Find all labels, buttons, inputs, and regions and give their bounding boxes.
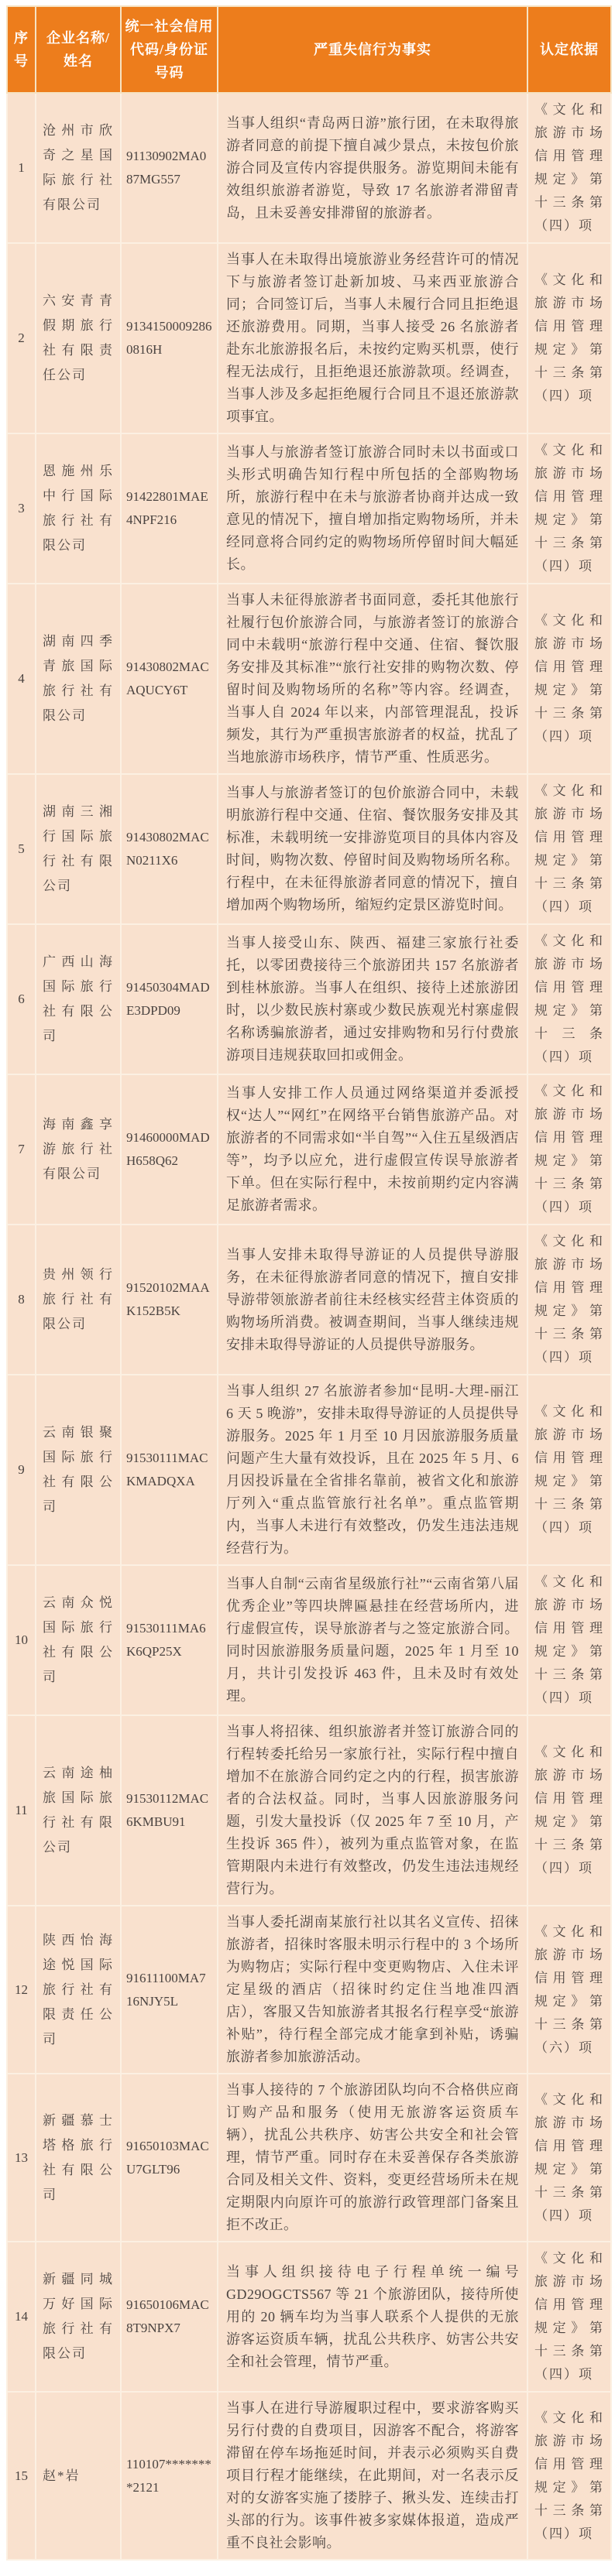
credit-code-cell: 91450304MADE3DPD09 xyxy=(121,924,218,1074)
company-name-cell: 湖南四季青旅国际旅行社有限公司 xyxy=(36,584,121,774)
fact-cell: 当事人与旅游者签订的包价旅游合同中，未载明旅游行程中交通、住宿、餐饮服务安排及其标准，未载明统一安排游览项目的具体内容及时间，购物次数、停留时间及购物场所名称。行程中，在未征得旅游者同意的情况下，擅自增加两个购物场所，缩短约定景区游览时间。 xyxy=(218,774,527,924)
credit-code-cell: 91341500092860816H xyxy=(121,243,218,433)
company-name-cell: 贵州领行旅行社有限公司 xyxy=(36,1225,121,1375)
serial-cell: 4 xyxy=(7,584,36,774)
serial-cell: 3 xyxy=(7,433,36,584)
serial-cell: 12 xyxy=(7,1906,36,2074)
serial-cell: 15 xyxy=(7,2392,36,2560)
fact-cell: 当事人与旅游者签订旅游合同时未以书面或口头形式明确告知行程中所包括的全部购物场所，旅游行程中在未与旅游者协商并达成一致意见的情况下，擅自增加指定购物场所，并未经同意将合同约定的购物场所停留时间大幅延长。 xyxy=(218,433,527,584)
table-header xyxy=(7,6,611,93)
company-name-cell: 恩施州乐中行国际旅行社有限公司 xyxy=(36,433,121,584)
company-name-cell: 云南银聚国际旅行社有限公司 xyxy=(36,1375,121,1565)
basis-cell: 《文化和旅游市场信用管理规定》第十三条第（四）项 xyxy=(527,1375,611,1565)
table-row xyxy=(7,1565,611,1715)
table-row xyxy=(7,2074,611,2242)
company-name-cell: 湖南三湘行国际旅行社有限公司 xyxy=(36,774,121,924)
credit-code-cell: 91130902MA087MG557 xyxy=(121,93,218,243)
header-col-serial: 序号 xyxy=(7,6,36,93)
serial-cell: 8 xyxy=(7,1225,36,1375)
credit-code-cell: 91460000MADH658Q62 xyxy=(121,1074,218,1225)
basis-cell: 《文化和旅游市场信用管理规定》第十三条第（四）项 xyxy=(527,2392,611,2560)
header-col-credit-code: 统一社会信用代码/身份证号码 xyxy=(121,6,218,93)
basis-cell: 《文化和旅游市场信用管理规定》第十三条第（四）项 xyxy=(527,774,611,924)
fact-cell: 当事人组织接待电子行程单统一编号 GD29OGCTS567 等 21 个旅游团队，接待所使用的 20 辆车均为当事人联系个人提供的无旅游客运资质车辆，扰乱公共秩序、妨害公共安全和社会管理，情节严重。 xyxy=(218,2242,527,2392)
header-col-basis: 认定依据 xyxy=(527,6,611,93)
company-name-cell: 云南途柚旅国际旅行社有限公司 xyxy=(36,1715,121,1906)
credit-code-cell: 91530111MACKMADQXA xyxy=(121,1375,218,1565)
table-row xyxy=(7,2242,611,2392)
company-name-cell: 广西山海国际旅行社有限公司 xyxy=(36,924,121,1074)
serial-cell: 7 xyxy=(7,1074,36,1225)
credit-code-cell: 110107********2121 xyxy=(121,2392,218,2560)
basis-cell: 《文化和旅游市场信用管理规定》第十三条第（四）项 xyxy=(527,1225,611,1375)
credit-code-cell: 91422801MAE4NPF216 xyxy=(121,433,218,584)
basis-cell: 《文化和旅游市场信用管理规定》第十三条第（六）项 xyxy=(527,1906,611,2074)
fact-cell: 当事人未征得旅游者书面同意，委托其他旅行社履行包价旅游合同，与旅游者签订的旅游合同中未载明“旅游行程中交通、住宿、餐饮服务安排及其标准”“旅行社安排的购物次数、停留时间及购物场所的名称”等内容。经调查，当事人自 2024 年以来，内部管理混乱，投诉频发，其行为严重损害旅游者的权益，扰乱了当地旅游市场秩序，情节严重、性质恶劣。 xyxy=(218,584,527,774)
credit-code-cell: 91650103MACU7GLT96 xyxy=(121,2074,218,2242)
basis-cell: 《文化和旅游市场信用管理规定》第十三条第（四）项 xyxy=(527,1074,611,1225)
table-row xyxy=(7,93,611,243)
basis-cell: 《文化和旅游市场信用管理规定》第十三条第（四）项 xyxy=(527,433,611,584)
credit-code-cell: 91430802MACN0211X6 xyxy=(121,774,218,924)
serial-cell: 10 xyxy=(7,1565,36,1715)
fact-cell: 当事人安排工作人员通过网络渠道并委派授权“达人”“网红”在网络平台销售旅游产品。对旅游者的不同需求如“半自驾”“入住五星级酒店等”，均予以应允，进行虚假宣传误导旅游者下单。但在实际行程中，未按前期约定内容满足旅游者需求。 xyxy=(218,1074,527,1225)
basis-cell: 《文化和旅游市场信用管理规定》第十三条第（四）项 xyxy=(527,1565,611,1715)
table-row xyxy=(7,774,611,924)
fact-cell: 当事人在进行导游履职过程中，要求游客购买另行付费的自费项目，因游客不配合，将游客滞留在停车场拖延时间，并表示必须购买自费项目行程才能继续，在此期间，对一名表示反对的女游客实施了搂脖子、揪头发、连续击打头部的行为。该事件被多家媒体报道，造成严重不良社会影响。 xyxy=(218,2392,527,2560)
table-row xyxy=(7,924,611,1074)
fact-cell: 当事人安排未取得导游证的人员提供导游服务，在未征得旅游者同意的情况下，擅自安排导游带领旅游者前往未经核实经营主体资质的购物场所消费。被调查期间，当事人继续违规安排未取得导游证的人员提供导游服务。 xyxy=(218,1225,527,1375)
credit-code-cell: 91520102MAAK152B5K xyxy=(121,1225,218,1375)
serial-cell: 11 xyxy=(7,1715,36,1906)
table-row xyxy=(7,1715,611,1906)
serial-cell: 2 xyxy=(7,243,36,433)
credit-code-cell: 91530112MAC6KMBU91 xyxy=(121,1715,218,1906)
basis-cell: 《文化和旅游市场信用管理规定》第十三条第（四）项 xyxy=(527,1715,611,1906)
fact-cell: 当事人组织 27 名旅游者参加“昆明-大理-丽江 6 天 5 晚游”，安排未取得导游证的人员提供导游服务。2025 年 1 月至 10 月因旅游服务质量问题产生大量有效投诉，且在 2025 年 5 月、6 月因投诉量在全省排名靠前，被省文化和旅游厅列入“重点监管旅行社名单”。重点监管期内，当事人未进行有效整改，仍发生违法违规经营行为。 xyxy=(218,1375,527,1565)
header-col-fact: 严重失信行为事实 xyxy=(218,6,527,93)
basis-cell: 《文化和旅游市场信用管理规定》第十三条第（四）项 xyxy=(527,584,611,774)
table-row xyxy=(7,1906,611,2074)
company-name-cell: 新疆慕士塔格旅行社有限公司 xyxy=(36,2074,121,2242)
fact-cell: 当事人在未取得出境旅游业务经营许可的情况下与旅游者签订赴新加坡、马来西亚旅游合同；合同签订后，当事人未履行合同且拒绝退还旅游费用。同期，当事人接受 26 名旅游者赴东北旅游报名后，未按约定购买机票，使行程无法成行，且拒绝退还旅游款项。经调查，当事人涉及多起拒绝履行合同且不退还旅游款项事宜。 xyxy=(218,243,527,433)
credit-code-cell: 91430802MACAQUCY6T xyxy=(121,584,218,774)
credit-code-cell: 91650106MAC8T9NPX7 xyxy=(121,2242,218,2392)
serial-cell: 13 xyxy=(7,2074,36,2242)
company-name-cell: 陕西怡海途悦国际旅行社有限责任公司 xyxy=(36,1906,121,2074)
company-name-cell: 赵*岩 xyxy=(36,2392,121,2560)
table-row xyxy=(7,1225,611,1375)
basis-cell: 《文化和旅游市场信用管理规定》第十三条第（四）项 xyxy=(527,243,611,433)
table-row xyxy=(7,1074,611,1225)
company-name-cell: 海南鑫享游旅行社有限公司 xyxy=(36,1074,121,1225)
serial-cell: 5 xyxy=(7,774,36,924)
serial-cell: 1 xyxy=(7,93,36,243)
basis-cell: 《文化和旅游市场信用管理规定》第十三条第（四）项 xyxy=(527,2242,611,2392)
fact-cell: 当事人接受山东、陕西、福建三家旅行社委托，以零团费接待三个旅游团共 157 名旅游者到桂林旅游。当事人在组织、接待上述旅游团时，以少数民族村寨或少数民族观光村寨虚假名称诱骗旅游者，通过安排购物和另行付费旅游项目违规获取回扣或佣金。 xyxy=(218,924,527,1074)
basis-cell: 《文化和旅游市场信用管理规定》第十三条第（四）项 xyxy=(527,93,611,243)
table-body xyxy=(7,93,611,2560)
fact-cell: 当事人接待的 7 个旅游团队均向不合格供应商订购产品和服务（使用无旅游客运资质车辆），扰乱公共秩序、妨害公共安全和社会管理，情节严重。同时存在未妥善保存各类旅游合同及相关文件、资料，变更经营场所未在规定期限内向原许可的旅游行政管理部门备案且拒不改正。 xyxy=(218,2074,527,2242)
basis-cell: 《文化和旅游市场信用管理规定》第十三条第（四）项 xyxy=(527,2074,611,2242)
fact-cell: 当事人委托湖南某旅行社以其名义宣传、招徕旅游者，招徕时客服未明示行程中的 3 个场所为购物店；实际行程中变更购物店、入住未评定星级的酒店（招徕时约定住当地准四酒店），客服又告知旅游者其报名行程享受“旅游补贴”，待行程全部完成才能拿到补贴，诱骗旅游者参加旅游活动。 xyxy=(218,1906,527,2074)
serial-cell: 6 xyxy=(7,924,36,1074)
header-col-company-name: 企业名称/姓名 xyxy=(36,6,121,93)
credit-code-cell: 91611100MA716NJY5L xyxy=(121,1906,218,2074)
serial-cell: 9 xyxy=(7,1375,36,1565)
table-row xyxy=(7,243,611,433)
basis-cell: 《文化和旅游市场信用管理规定》第十三条（四）项 xyxy=(527,924,611,1074)
table-row xyxy=(7,433,611,584)
fact-cell: 当事人组织“青岛两日游”旅行团，在未取得旅游者同意的前提下擅自减少景点，未按包价旅游合同及宣传内容提供服务。游览期间未能有效组织旅游者游览，导致 17 名旅游者滞留青岛，且未妥善安排滞留的旅游者。 xyxy=(218,93,527,243)
fact-cell: 当事人自制“云南省星级旅行社”“云南省第八届优秀企业”等四块牌匾悬挂在经营场所内，进行虚假宣传，误导旅游者与之签定旅游合同。同时因旅游服务质量问题，2025 年 1 月至 10 月，共计引发投诉 463 件，且未及时有效处理。 xyxy=(218,1565,527,1715)
company-name-cell: 新疆同城万好国际旅行社有限公司 xyxy=(36,2242,121,2392)
fact-cell: 当事人将招徕、组织旅游者并签订旅游合同的行程转委托给另一家旅行社，实际行程中擅自增加不在旅游合同约定之内的行程，损害旅游者的合法权益。同时，当事人因旅游服务问题，引发大量投诉（仅 2025 年 7 至 10 月，产生投诉 365 件），被列为重点监管对象，在监管期限内未进行有效整改，仍发生违法违规经营行为。 xyxy=(218,1715,527,1906)
serial-cell: 14 xyxy=(7,2242,36,2392)
company-name-cell: 六安青青假期旅行社有限责任公司 xyxy=(36,243,121,433)
company-name-cell: 云南众悦国际旅行社有限公司 xyxy=(36,1565,121,1715)
table-row xyxy=(7,584,611,774)
company-name-cell: 沧州市欣奇之星国际旅行社有限公司 xyxy=(36,93,121,243)
table-row xyxy=(7,1375,611,1565)
credit-code-cell: 91530111MA6K6QP25X xyxy=(121,1565,218,1715)
dishonesty-blacklist-table xyxy=(6,5,612,2561)
